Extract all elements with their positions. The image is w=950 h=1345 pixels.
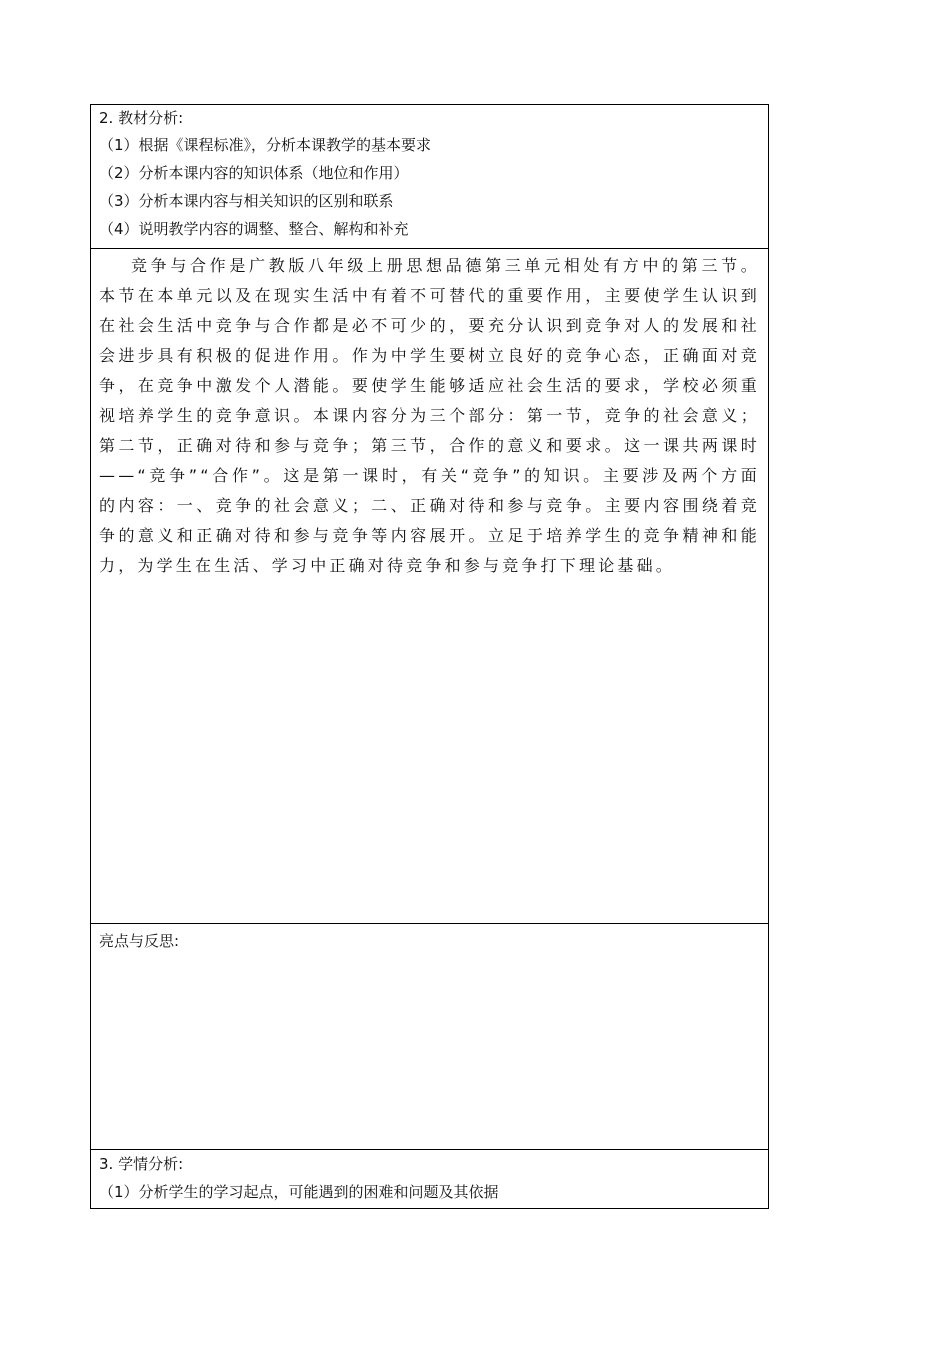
learner-analysis-item: （1）分析学生的学习起点，可能遇到的困难和问题及其依据 (99, 1183, 499, 1201)
textbook-analysis-heading: 2. 教材分析: (99, 109, 184, 127)
analysis-paragraph: 竞争与合作是广教版八年级上册思想品德第三单元相处有方中的第三节。本节在本单元以及在现实生活中有着不可替代的重要作用，主要使学生认识到在社会生活中竞争与合作都是必不可少的，要充分认识到竞争对人的发展和社会进步具有积极的促进作用。作为中学生要树立良好的竞争心态，正确面对竞争，在竞争中激发个人潜能。要使学生能够适应社会生活的要求，学校必须重视培养学生的竞争意识。本课内容分为三个部分：第一节，竞争的社会意义；第二节，正确对待和参与竞争；第三节，合作的意义和要求。这一课共两课时——“竞争”“合作”。这是第一课时，有关“竞争”的知识。主要涉及两个方面的内容：一、竞争的社会意义；二、正确对待和参与竞争。主要内容围绕着竞争的意义和正确对待和参与竞争等内容展开。立足于培养学生的竞争精神和能力，为学生在生活、学习中正确对待竞争和参与竞争打下理论基础。 (99, 256, 760, 575)
highlights-reflection-heading: 亮点与反思: (99, 932, 180, 950)
analysis-item: （2）分析本课内容的知识体系（地位和作用） (99, 164, 409, 182)
learner-analysis-cell (91, 1150, 768, 1208)
learner-analysis-heading: 3. 学情分析: (99, 1155, 184, 1173)
textbook-analysis-cell (91, 105, 768, 249)
highlights-reflection-cell (91, 924, 768, 1150)
textbook-analysis-content-cell (91, 251, 768, 924)
analysis-item: （1）根据《课程标准》，分析本课教学的基本要求 (99, 136, 432, 154)
lesson-plan-table (90, 104, 769, 1209)
analysis-item: （4）说明教学内容的调整、整合、解构和补充 (99, 220, 409, 238)
analysis-item: （3）分析本课内容与相关知识的区别和联系 (99, 192, 394, 210)
